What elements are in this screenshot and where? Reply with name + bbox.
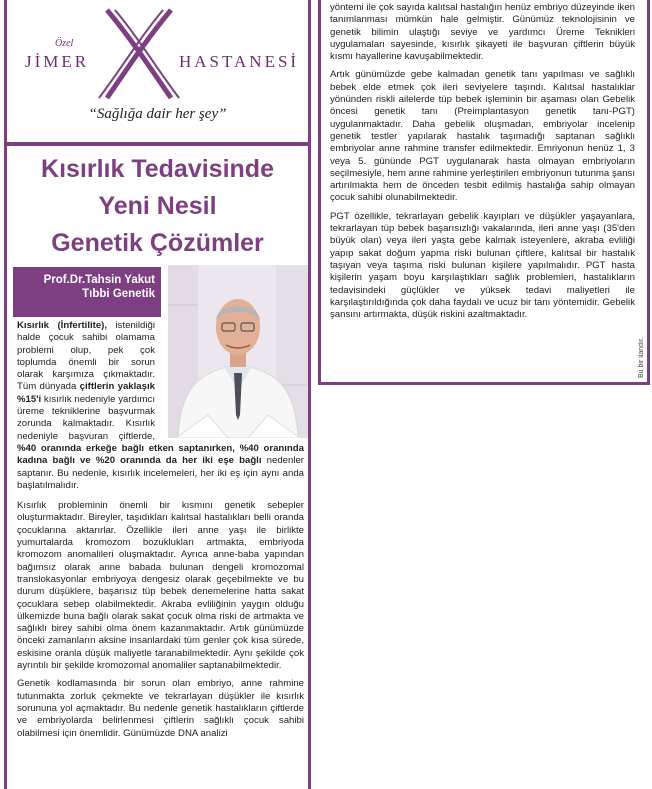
right-paragraph: Artık günümüzde gebe kalmadan genetik tanı yapılması ve sağlıklı bebek elde etmek çok ileri seviyelere taşındı. Kalıtsal hastalıklar yönünden riskli ailelerde tüp bebek işleminin bir aşaması olan Gebelik öncesi genetik tanı (Preimplantasyon genetik tanı-PGT) uygulanmaktadır. Daha gebelik oluşmadan, embriyolar incelenip genetik testler yapılarak hastalık taşımadığı saptanan sağlıklı embriyolar anne rahmine transfer edilmektedir. Emriyonun henüz 1, 3 veya 5. gününde PGT uygulanarak hasta olmayan embriyoların seçilmesiyle, hem anne rahmine yerleştirilen embriyonun tutunma şansı artırılmakta hem de önceden tesbit edilmiş hastalığa sahip olmayan çocuk sahibi olunabilmektedir. (330, 69, 635, 204)
right-paragraph: PGT özellikle, tekrarlayan gebelik kayıpları ve düşükler yaşayanlara, tekrarlayan tüp bebek başarısızlığı vakalarında, ileri anne yaşı (35'den büyük olan) veya ileri yaşta gebe kalmak isteyenlere, akraba evliliği yapıp sakat doğum yapma riski bulunan çiftlere, kalıtsal bir hastalık taşıyan veya taşıma riski bulunan kişilere yapılmalıdır. PGT hasta kişilerin yaşam boyu karşılaştıkları sağlık problemleri, hastalıkların tedavisindeki güçlükler ve yüksek tedavi maliyetleri ile karşılaştırıldığında çok daha faydalı ve ucuz bir tanı yöntemidir. Gebelik şansını artırmakta, düşük riskini azaltmaktadır. (330, 210, 635, 321)
right-column (318, 0, 650, 385)
intro-text-3: nedenler saptanır. Bu nedenle, kısırlık incelemeleri, her iki eş için aynı anda başlatılmalıdır. (17, 455, 304, 491)
right-body (330, 2, 635, 327)
intro-text-2: kısırlık nedeniyle yardımcı üreme tekniklerine başvurmak zorunda kalmaktadır. Kısırlık nedeniyle başvuran çiftlerde, (17, 393, 155, 442)
slogan: “Sağlığa dair her şey” (88, 106, 227, 122)
intro-bold-1: Kısırlık (İnfertilite), (17, 320, 108, 331)
right-paragraph: yöntemi ile çok sayıda kalıtsal hastalığın henüz embriyo düzeyinde iken tanımlanması mümkün hale gelmiştir. Günümüz teknolojisinin ve genetik bilimin ulaştığı seviye ve yardımcı Üreme Teknikleri uygulamaları sayesinde, kısırlık şikayeti ile başvuran çiftlerin büyük kısmı hayallerine kavuşabilmektedir. (330, 2, 635, 63)
photo-spacer (159, 320, 304, 440)
logo-ozel-label: Özel (55, 38, 74, 49)
title-line-3: Genetik Çözümler (51, 229, 264, 257)
intro-bold-2: çiftlerin yaklaşık %15'i (17, 381, 155, 405)
logo-name-right: HASTANESİ (179, 52, 300, 71)
author-department: Tıbbi Genetik (82, 288, 155, 300)
left-column (4, 0, 311, 789)
advertisement-note: Bu bir ilandır. (638, 337, 645, 378)
logo-x-mark-icon (89, 6, 189, 104)
left-paragraph: Genetik kodlamasında bir sorun olan embriyo, anne rahmine tutunmakta zorluk çekmekte ve tekrarlayan düşükler ile kısırlık sorununa yol açmaktadır. Bu nedenle genetik hastalıkların çiftlerde ve embriyolarda belirlenmesi çiftlerin sağlıklı çocuk sahibi olabilmesi için önemlidir. Günümüzde DNA analizi (17, 678, 304, 739)
author-box (13, 267, 161, 317)
title-line-1: Kısırlık Tedavisinde (41, 155, 274, 183)
left-paragraph: Kısırlık probleminin önemli bir kısmını genetik sebepler oluşturmaktadır. Bireyler, taşıdıkları kalıtsal hastalıkları belli oranda çocuklarına aktarırlar. Özellikle ileri anne yaşı ile birlikte yumurtalarda kromozom bozuklukları artmakta, embriyoda kromozom anomalileri oluşmaktadır. Ayrıca anne-baba yapından bağımsız olarak anne babada bulunan dengeli kromozomal translokasyonlar embriyoya dengesiz olarak geçebilmekte ve bu durum düşüklere, başarısız tüp bebek denemelerine hatta sakat çocuklara sebep olabilmektedir. Akraba evliliğinin yaygın olduğu ülkemizde buna bağlı olarak sakat çocuk olma riski de artmakta ve sağlıklı birey sahibi olma önem kazanmaktadır. Artık günümüzde önceki zamanların aksine insanlardaki tüm genler çok kısa sürede, eskisine oranla düşük maliyetle taranabilmektedir. Aynı şekilde çok ayrıntılı bir şekilde kromozomal anomaliler saptanabilmektedir. (17, 500, 304, 672)
hospital-logo (7, 0, 308, 140)
logo-name-left: JİMER (25, 52, 90, 71)
title-line-2: Yeni Nesil (98, 192, 217, 220)
intro-flow (17, 320, 304, 492)
intro-text-1: istenildiği halde çocuk sahibi olamama problemi olup, pek çok toplumda önemli bir sorun olarak karşımıza çıkmaktadır. Tüm dünyada (17, 320, 155, 393)
intro-bold-3: %40 oranında erkeğe bağlı etken saptanırken, %40 oranında kadına bağlı ve %20 oranında da her iki eşe bağlı (17, 442, 304, 467)
article-title (7, 142, 308, 260)
left-body (17, 500, 304, 746)
author-name: Prof.Dr.Tahsin Yakut (43, 274, 155, 286)
